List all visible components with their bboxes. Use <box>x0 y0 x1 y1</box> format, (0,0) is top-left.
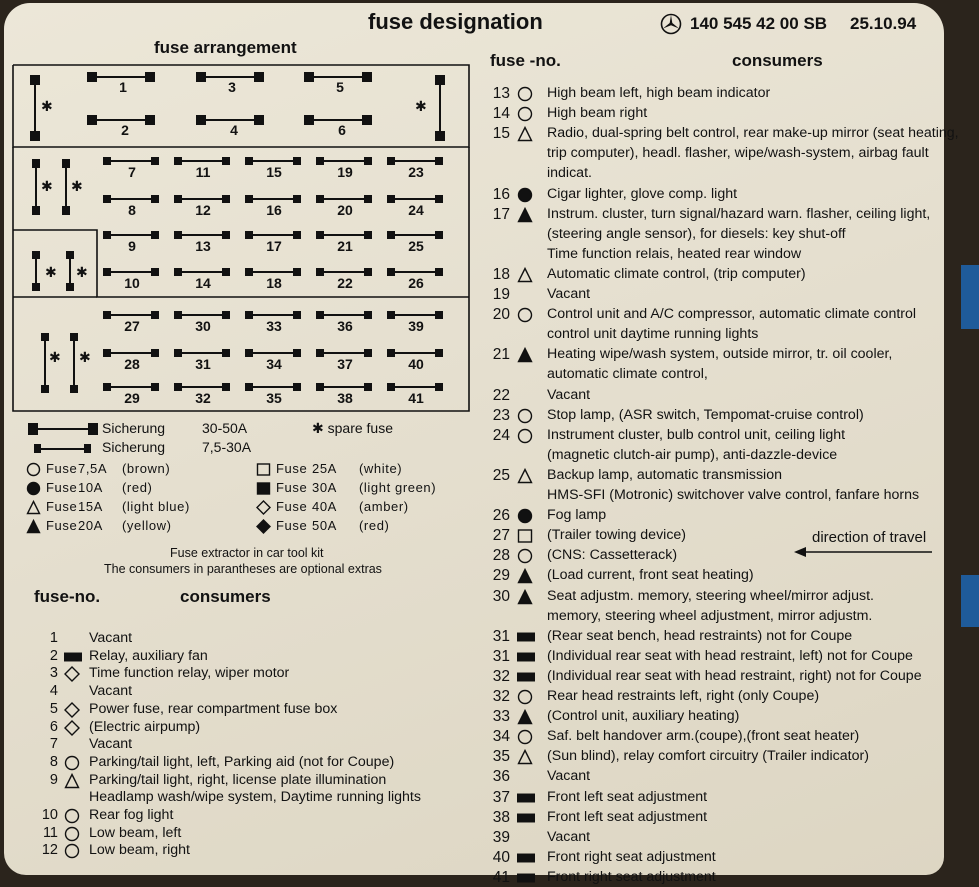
consumer-text: (Electric airpump) <box>89 718 201 735</box>
consumer-row <box>4 186 934 204</box>
fuse-slot-label: 25 <box>408 238 424 254</box>
fuse-slot-label: 9 <box>128 238 136 254</box>
extractor-note: Fuse extractor in car tool kit <box>170 546 324 560</box>
legend-word: Fuse <box>46 518 78 533</box>
consumer-text: Seat adjustm. memory, steering wheel/mirror adjust. <box>547 587 874 604</box>
consumer-row <box>4 165 934 183</box>
fuse-number: 14 <box>492 105 510 123</box>
consumer-row <box>4 849 934 867</box>
fuse-number: 31 <box>492 647 510 665</box>
fuse-slot-label: 32 <box>195 390 211 406</box>
consumer-text: Front left seat adjustment <box>547 808 708 825</box>
mercedes-star-icon <box>660 13 682 35</box>
fuse-slot-label: 26 <box>408 275 424 291</box>
consumer-row <box>4 789 934 807</box>
consumer-row <box>4 85 934 103</box>
spare-fuse-asterisk-icon: ✱ <box>415 98 427 114</box>
fuse-number: 36 <box>492 768 510 786</box>
consumer-text: Cigar lighter, glove comp. light <box>547 185 738 202</box>
consumer-text: Low beam, right <box>89 842 190 859</box>
consumer-text: Relay, auxiliary fan <box>89 647 208 664</box>
fuse-number: 7 <box>49 736 58 753</box>
consumer-text: (Sun blind), relay comfort circuitry (Trailer indicator) <box>547 748 869 765</box>
triangle-filled-icon <box>517 347 533 363</box>
spare-fuse-asterisk-icon: ✱ <box>45 264 57 280</box>
circle-open-icon <box>517 307 533 323</box>
legend-color: (brown) <box>122 461 171 476</box>
fuse-number: 1 <box>49 630 58 646</box>
consumer-text: Low beam, left <box>89 824 182 841</box>
consumer-row <box>4 688 934 706</box>
consumer-text: Radio, dual-spring belt control, rear make-up mirror (seat heating, <box>547 125 959 142</box>
fuse-number: 17 <box>492 205 510 223</box>
consumer-text: Heating wipe/wash system, outside mirror, tr. oil cooler, <box>547 346 893 363</box>
consumer-row <box>4 748 934 766</box>
consumer-row <box>4 346 934 364</box>
consumer-text: Rear fog light <box>89 807 174 823</box>
spare-fuse-label: spare fuse <box>327 420 393 436</box>
fuse-slot-label: 14 <box>195 275 211 291</box>
legend-word: Fuse <box>46 499 78 514</box>
legend-amp: 7,5A <box>78 461 108 476</box>
consumer-text: (Individual rear seat with head restraint, left) not for Coupe <box>547 647 913 664</box>
legend-color: (light green) <box>359 480 437 495</box>
fuse-slot-label: 33 <box>266 318 282 334</box>
legend-amp: 10A <box>78 480 103 495</box>
fuse-label-card <box>4 3 959 886</box>
fuse-number: 12 <box>41 842 58 859</box>
consumer-text: memory, steering wheel adjustment, mirror adjustm. <box>547 607 873 624</box>
rating-small-range: 7,5-30A <box>202 439 252 455</box>
fuse-slot-label: 10 <box>124 275 140 291</box>
legend-color: (white) <box>359 461 403 476</box>
fuse-slot-label: 27 <box>124 318 140 334</box>
circle-open-icon <box>517 106 533 122</box>
right-clip-bottom <box>961 575 979 627</box>
fuse-number: 34 <box>492 728 510 746</box>
spare-fuse-asterisk-icon: ✱ <box>41 178 53 194</box>
fuse-number: 38 <box>492 808 510 826</box>
fuse-slot-label: 29 <box>124 390 140 406</box>
consumer-row <box>4 829 934 847</box>
consumer-row <box>4 467 934 485</box>
consumer-text: (Control unit, auxiliary heating) <box>547 708 740 725</box>
consumer-row <box>4 728 934 746</box>
consumer-text: Fog lamp <box>547 507 607 524</box>
consumer-row <box>4 809 934 827</box>
consumer-text: Parking/tail light, left, Parking aid (not for Coupe) <box>89 753 395 770</box>
consumer-text: Vacant <box>547 768 591 785</box>
fuse-slot-label: 17 <box>266 238 282 254</box>
consumer-text: High beam right <box>547 105 648 122</box>
consumer-row <box>4 306 934 324</box>
consumer-text: High beam left, high beam indicator <box>547 85 771 101</box>
circle-filled-icon <box>517 508 533 524</box>
rating-small-label: Sicherung <box>102 439 166 455</box>
rect-filled-icon <box>517 850 535 866</box>
circle-open-icon <box>517 689 533 705</box>
consumer-row <box>4 608 934 626</box>
fuse-slot-label: 11 <box>195 164 211 180</box>
fuse-slot-label: 5 <box>336 79 344 95</box>
spare-fuse-asterisk-icon: ✱ <box>79 349 91 365</box>
fuse-slot-label: 18 <box>266 275 282 291</box>
triangle-open-icon <box>517 126 533 142</box>
rect-filled-icon <box>517 669 535 685</box>
fuse-number: 40 <box>492 848 510 866</box>
consumer-row <box>4 387 934 405</box>
fuse-slot-label: 41 <box>408 390 424 406</box>
right-col-fuse-header: fuse -no. <box>490 51 561 70</box>
consumer-row <box>4 507 934 525</box>
fuse-number: 29 <box>492 567 510 585</box>
legend-amp: 25A <box>312 461 337 476</box>
legend-color: (red) <box>359 518 390 533</box>
consumer-text: Vacant <box>89 736 133 753</box>
direction-label: direction of travel <box>812 529 927 546</box>
consumer-row <box>4 206 934 224</box>
fuse-number: 16 <box>492 185 510 203</box>
consumer-row <box>4 628 934 646</box>
consumer-text: Backup lamp, automatic transmission <box>547 466 782 483</box>
fuse-number: 23 <box>492 406 510 424</box>
triangle-open-icon <box>517 468 533 484</box>
consumer-row <box>4 105 934 123</box>
fuse-number: 30 <box>492 587 510 605</box>
left-arrow-icon <box>794 545 934 559</box>
circle-open-icon <box>517 729 533 745</box>
fuse-number: 31 <box>492 627 510 645</box>
fuse-slot-label: 30 <box>195 318 211 334</box>
consumer-row <box>4 286 934 304</box>
fuse-slot-label: 8 <box>128 202 136 218</box>
circle-open-icon <box>517 548 533 564</box>
spare-fuse-asterisk-icon: ✱ <box>71 178 83 194</box>
fuse-number: 32 <box>492 688 510 705</box>
fuse-slot-label: 40 <box>408 356 424 372</box>
fuse-number: 6 <box>49 718 58 735</box>
legend-word: Fuse <box>46 461 78 476</box>
consumer-text: Vacant <box>547 828 591 845</box>
fuse-number: 19 <box>492 286 510 303</box>
consumer-text: (Rear seat bench, head restraints) not for Coupe <box>547 627 853 644</box>
right-col-consumers-header: consumers <box>732 51 823 70</box>
fuse-number: 4 <box>49 683 58 700</box>
legend-amp: 50A <box>312 518 337 533</box>
consumer-row <box>4 326 934 344</box>
consumer-text: Vacant <box>547 386 591 403</box>
fuse-slot-label: 28 <box>124 356 140 372</box>
consumer-text: Front right seat adjustment <box>547 848 716 865</box>
fuse-slot-label: 1 <box>119 79 127 95</box>
consumer-text: trip computer), headl. flasher, wipe/wash-system, airbag fault <box>547 145 929 162</box>
fuse-slot-label: 24 <box>408 202 424 218</box>
fuse-number: 37 <box>492 788 510 806</box>
triangle-filled-icon <box>517 709 533 725</box>
consumer-row <box>4 125 959 143</box>
optional-note: The consumers in parantheses are optional extras <box>104 562 382 576</box>
circle-open-icon <box>517 86 533 102</box>
fuse-slot-label: 23 <box>408 164 424 180</box>
circle-open-icon <box>517 408 533 424</box>
fuse-slot-label: 36 <box>337 318 353 334</box>
rect-filled-icon <box>517 649 535 665</box>
left-col-consumers-header: consumers <box>180 587 271 606</box>
fuse-number: 33 <box>492 708 510 726</box>
consumer-text: Vacant <box>547 286 591 302</box>
fuse-number: 20 <box>492 306 510 324</box>
consumer-text: Front right seat adjustment <box>547 868 716 885</box>
fuse-slot-label: 38 <box>337 390 353 406</box>
fuse-number: 9 <box>49 771 58 788</box>
consumer-row <box>4 366 934 384</box>
consumer-text: automatic climate control, <box>547 366 708 383</box>
fuse-number: 32 <box>492 667 510 685</box>
legend-word: Fuse <box>276 461 308 476</box>
consumer-text: HMS-SFI (Motronic) switchover valve control, fanfare horns <box>547 487 920 503</box>
consumer-text: Instrument cluster, bulb control unit, ceiling light <box>547 426 846 443</box>
fuse-slot-label: 19 <box>337 164 353 180</box>
right-clip-top <box>961 265 979 329</box>
fuse-number: 2 <box>49 647 58 664</box>
consumer-text: Vacant <box>89 630 133 646</box>
rating-big-range: 30-50A <box>202 420 248 436</box>
fuse-number: 22 <box>492 386 510 404</box>
fuse-number: 8 <box>49 753 58 770</box>
consumer-text: Power fuse, rear compartment fuse box <box>89 700 338 717</box>
fuse-number: 26 <box>492 507 510 525</box>
consumer-row <box>4 527 934 545</box>
spare-fuse-asterisk-icon: ✱ <box>312 420 324 436</box>
consumer-row <box>4 588 934 606</box>
rect-filled-icon <box>517 629 535 645</box>
consumer-text: (Individual rear seat with head restraint, right) not for Coupe <box>547 667 922 684</box>
fuse-number: 27 <box>492 527 510 545</box>
legend-word: Fuse <box>46 480 78 495</box>
page-title: fuse designation <box>368 9 543 34</box>
consumer-text: Headlamp wash/wipe system, Daytime running lights <box>89 789 421 806</box>
consumer-text: Saf. belt handover arm.(coupe),(front seat heater) <box>547 728 860 745</box>
circle-open-icon <box>517 428 533 444</box>
consumer-row <box>4 487 934 505</box>
legend-word: Fuse <box>276 499 308 514</box>
consumer-text: (steering angle sensor), for diesels: key shut-off <box>547 225 846 242</box>
consumer-row <box>4 246 934 264</box>
consumer-row <box>4 427 934 445</box>
legend-color: (yellow) <box>122 518 172 533</box>
consumer-row <box>4 768 934 786</box>
rect-filled-icon <box>517 870 535 886</box>
legend-amp: 15A <box>78 499 103 514</box>
consumer-text: indicat. <box>547 165 592 182</box>
fuse-number: 35 <box>492 748 510 766</box>
consumer-text: Control unit and A/C compressor, automatic climate control <box>547 306 917 323</box>
consumer-text: Vacant <box>89 683 133 700</box>
rect-filled-icon <box>517 790 535 806</box>
consumer-text: control unit daytime running lights <box>547 326 759 343</box>
consumer-text: (magnetic clutch-air pump), anti-dazzle-device <box>547 446 838 463</box>
fuse-number: 3 <box>49 665 58 682</box>
legend-color: (light blue) <box>122 499 190 514</box>
fuse-slot-label: 35 <box>266 390 282 406</box>
fuse-number: 24 <box>492 426 510 444</box>
fuse-slot-label: 12 <box>195 202 211 218</box>
triangle-open-icon <box>517 749 533 765</box>
legend-word: Fuse <box>276 480 308 495</box>
consumer-text: Stop lamp, (ASR switch, Tempomat-cruise control) <box>547 406 864 423</box>
spare-fuse-asterisk-icon: ✱ <box>76 264 88 280</box>
fuse-number: 11 <box>42 824 58 841</box>
consumer-text: Time function relay, wiper motor <box>89 665 290 682</box>
consumer-text: Instrum. cluster, turn signal/hazard warn. flasher, ceiling light, <box>547 205 931 222</box>
consumer-text: Rear head restraints left, right (only Coupe) <box>547 688 820 704</box>
consumer-row <box>4 447 934 465</box>
triangle-open-icon <box>517 267 533 283</box>
consumer-text: Time function relais, heated rear window <box>547 245 802 262</box>
fuse-slot-label: 31 <box>195 356 211 372</box>
fuse-number: 21 <box>492 346 510 364</box>
legend-color: (amber) <box>359 499 409 514</box>
fuse-slot-label: 7 <box>128 164 136 180</box>
consumer-text: Automatic climate control, (trip computer) <box>547 265 806 282</box>
fuse-number: 5 <box>49 700 58 717</box>
fuse-number: 18 <box>492 265 510 283</box>
consumer-row <box>4 226 934 244</box>
rect-filled-icon <box>517 810 535 826</box>
fuse-slot-label: 37 <box>337 356 353 372</box>
part-number: 140 545 42 00 SB <box>690 14 828 33</box>
spare-fuse-asterisk-icon: ✱ <box>41 98 53 114</box>
fuse-slot-label: 34 <box>266 356 282 372</box>
legend-word: Fuse <box>276 518 308 533</box>
consumer-text: Parking/tail light, right, license plate illumination <box>89 771 387 788</box>
fuse-slot-label: 16 <box>266 202 282 218</box>
left-col-fuse-header: fuse-no. <box>34 587 101 606</box>
consumer-row <box>4 407 934 425</box>
fuse-slot-label: 4 <box>230 122 238 138</box>
rating-big-label: Sicherung <box>102 420 166 436</box>
arrangement-title: fuse arrangement <box>154 38 297 57</box>
fuse-number: 41 <box>492 868 510 886</box>
consumer-text: Front left seat adjustment <box>547 788 708 805</box>
fuse-slot-label: 6 <box>338 122 346 138</box>
fuse-slot-label: 39 <box>408 318 424 334</box>
fuse-number: 25 <box>492 466 510 484</box>
consumer-row <box>4 708 934 726</box>
circle-filled-icon <box>517 187 533 203</box>
fuse-number: 13 <box>492 85 510 102</box>
triangle-filled-icon <box>517 207 533 223</box>
fuse-slot-label: 2 <box>121 122 129 138</box>
legend-amp: 40A <box>312 499 337 514</box>
consumer-row <box>4 869 934 887</box>
fuse-number: 39 <box>492 828 510 846</box>
consumer-row <box>4 668 934 686</box>
fuse-slot-label: 20 <box>337 202 353 218</box>
consumer-text: (CNS: Cassetterack) <box>547 547 678 564</box>
fuse-slot-label: 15 <box>266 164 282 180</box>
fuse-slot-label: 22 <box>337 275 353 291</box>
consumer-row <box>4 266 934 284</box>
fuse-number: 28 <box>492 547 510 565</box>
fuse-number: 10 <box>41 807 58 823</box>
fuse-slot-label: 3 <box>228 79 236 95</box>
consumer-row <box>4 145 934 163</box>
consumer-text: (Trailer towing device) <box>547 527 687 544</box>
fuse-slot-label: 13 <box>195 238 211 254</box>
consumer-text: (Load current, front seat heating) <box>547 567 754 584</box>
spare-fuse-asterisk-icon: ✱ <box>49 349 61 365</box>
legend-color: (red) <box>122 480 153 495</box>
legend-amp: 20A <box>78 518 103 533</box>
triangle-filled-icon <box>517 589 533 605</box>
consumer-row <box>4 567 934 585</box>
legend-amp: 30A <box>312 480 337 495</box>
square-open-icon <box>517 528 533 544</box>
fuse-slot-label: 21 <box>337 238 353 254</box>
consumer-row <box>4 648 934 666</box>
print-date: 25.10.94 <box>850 14 917 33</box>
triangle-filled-icon <box>517 568 533 584</box>
fuse-number: 15 <box>492 125 510 143</box>
